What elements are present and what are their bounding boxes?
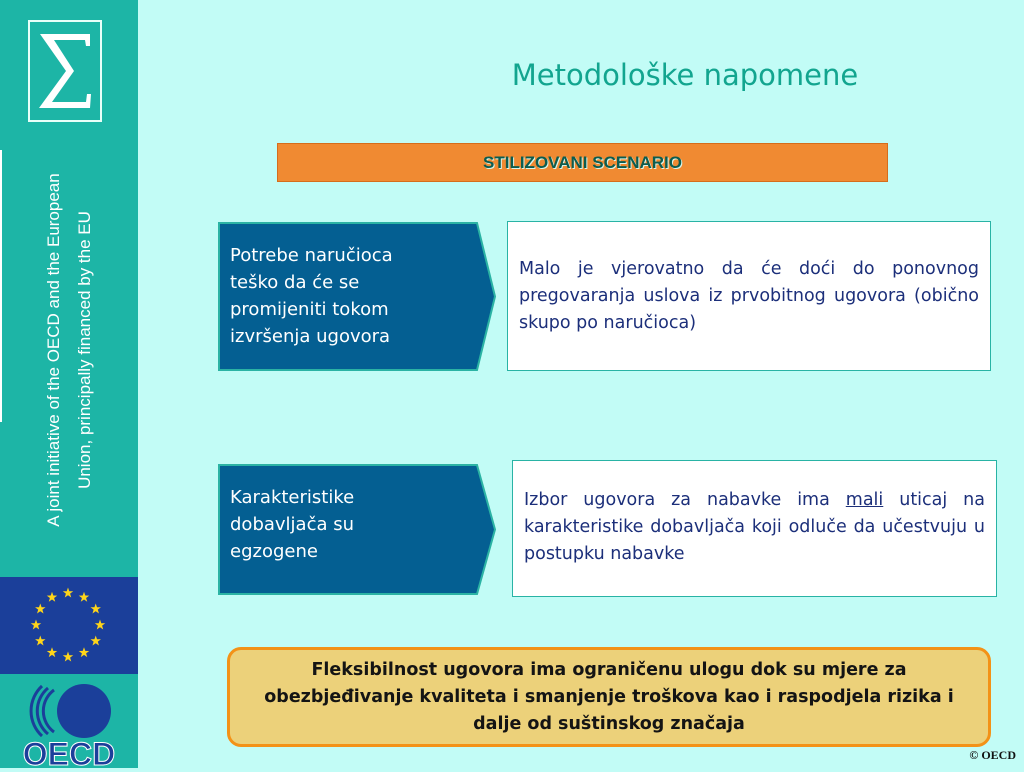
eu-star-icon xyxy=(90,636,100,646)
eu-flag xyxy=(0,577,138,674)
page-title: Metodološke napomene xyxy=(511,58,859,92)
implication-text-1: Malo je vjerovatno da će doći do ponovnog pregovaranja uslova iz prvobitnog ugovora (obično skupo po naručioca) xyxy=(519,259,979,333)
eu-star-icon xyxy=(95,620,105,630)
assumption-arrow-1 xyxy=(218,222,496,371)
copyright-notice: © OECD xyxy=(969,748,1016,762)
eu-star-icon xyxy=(35,604,45,614)
sidebar-caption xyxy=(19,120,119,580)
scenario-banner xyxy=(277,143,888,182)
oecd-logo-text: OECD xyxy=(22,736,116,768)
implication-box-1 xyxy=(507,221,991,371)
implication-emphasis: mali xyxy=(845,490,884,510)
implication-box-2 xyxy=(512,460,997,597)
eu-star-icon xyxy=(31,620,41,630)
oecd-logo xyxy=(0,674,138,768)
oecd-logo-icon xyxy=(0,674,138,768)
conclusion-text: Fleksibilnost ugovora ima ograničenu ulogu dok su mjere za obezbjeđivanje kvaliteta i smanjenje troškova kao i raspodjela rizika i dalje od suštinskog značaja xyxy=(264,659,954,734)
eu-star-icon xyxy=(35,636,45,646)
sigma-icon xyxy=(30,22,100,120)
scenario-label: STILIZOVANI SCENARIO xyxy=(483,152,682,172)
sigma-logo xyxy=(28,20,102,122)
eu-star-icon xyxy=(47,647,57,657)
sidebar-caption-line2: Union, principally financed by the EU xyxy=(75,211,94,489)
conclusion-box xyxy=(227,647,991,747)
implication-text-2-end: uticaj na karakteristike dobavljača koji odluče da učestvuju u postupku nabavke xyxy=(524,490,985,564)
sidebar-divider xyxy=(0,150,2,422)
sidebar-caption-line1: A joint initiative of the OECD and the European xyxy=(44,173,63,527)
eu-star-icon xyxy=(63,588,73,598)
eu-star-icon xyxy=(90,604,100,614)
eu-star-icon xyxy=(79,647,89,657)
eu-stars-icon xyxy=(0,577,138,674)
eu-star-icon xyxy=(63,652,73,662)
sidebar xyxy=(0,0,138,768)
assumption-arrow-2 xyxy=(218,464,496,595)
assumption-text-1: Potrebe naručioca teško da će se promijeniti tokom izvršenja ugovora xyxy=(230,245,393,347)
assumption-text-2: Karakteristike dobavljača su egzogene xyxy=(230,487,355,562)
eu-star-icon xyxy=(79,592,89,602)
eu-star-icon xyxy=(47,592,57,602)
implication-text-2-start: Izbor ugovora za nabavke ima xyxy=(524,490,846,510)
